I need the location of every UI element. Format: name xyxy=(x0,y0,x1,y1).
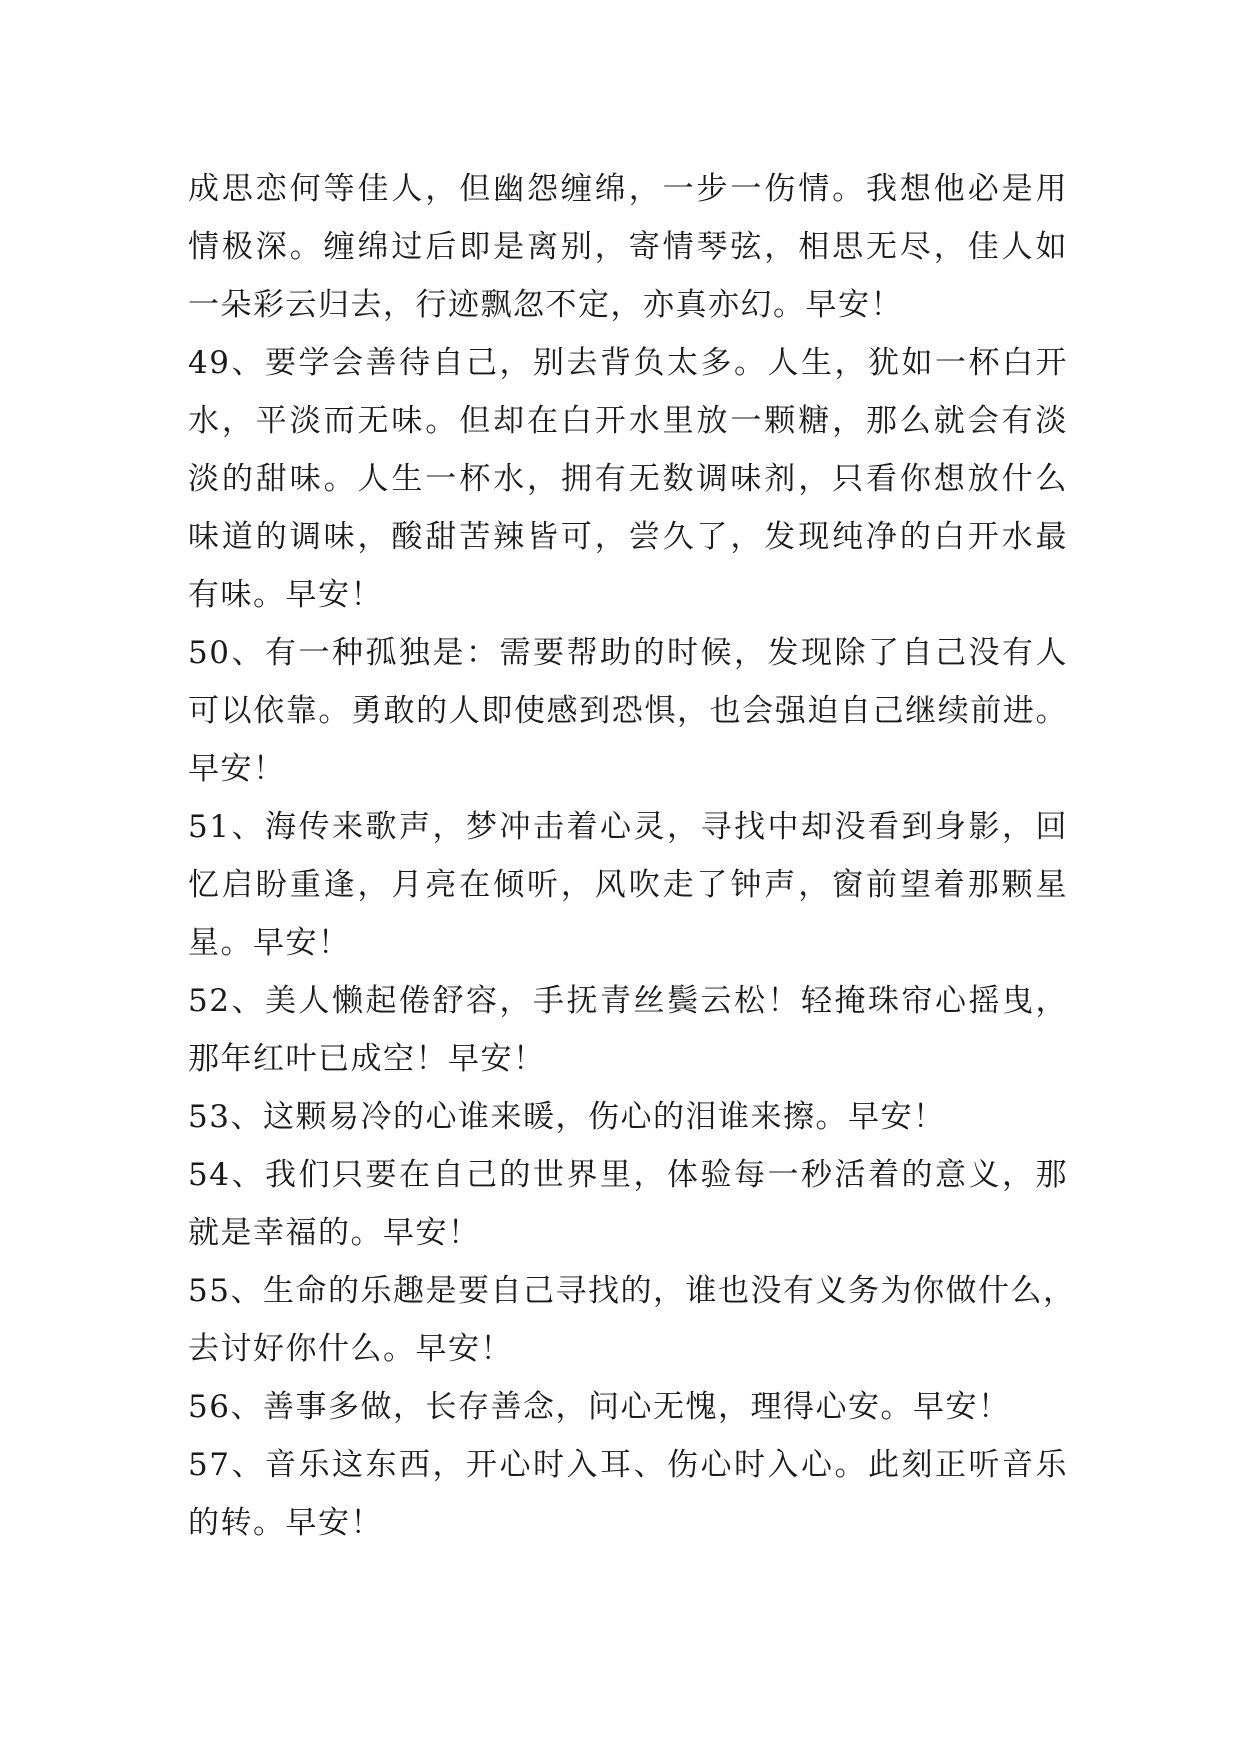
text-line: 可以依靠。勇敢的人即使感到恐惧，也会强迫自己继续前进。 xyxy=(188,693,1068,729)
text-line: 早安！ xyxy=(188,751,286,787)
text-line: 有味。早安！ xyxy=(188,577,383,613)
text-line: 味道的调味，酸甜苦辣皆可，尝久了，发现纯净的白开水最 xyxy=(188,519,1068,555)
text-line: 的转。早安！ xyxy=(188,1505,383,1541)
text-line: 去讨好你什么。早安！ xyxy=(188,1331,513,1367)
text-line: 50、有一种孤独是：需要帮助的时候，发现除了自己没有人 xyxy=(188,635,1068,671)
text-line: 53、这颗易冷的心谁来暖，伤心的泪谁来擦。早安！ xyxy=(188,1099,946,1135)
text-line: 55、生命的乐趣是要自己寻找的，谁也没有义务为你做什么， xyxy=(188,1273,1076,1309)
text-line: 49、要学会善待自己，别去背负太多。人生，犹如一杯白开 xyxy=(188,345,1068,381)
text-line: 成思恋何等佳人，但幽怨缠绵，一步一伤情。我想他必是用 xyxy=(188,171,1068,207)
text-line: 那年红叶已成空！早安！ xyxy=(188,1041,546,1077)
text-line: 忆启盼重逢，月亮在倾听，风吹走了钟声，窗前望着那颗星 xyxy=(188,867,1068,903)
text-line: 54、我们只要在自己的世界里，体验每一秒活着的意义，那 xyxy=(188,1157,1068,1193)
text-line: 情极深。缠绵过后即是离别，寄情琴弦，相思无尽，佳人如 xyxy=(188,229,1068,265)
text-line: 一朵彩云归去，行迹飘忽不定，亦真亦幻。早安！ xyxy=(188,287,903,323)
text-line: 水，平淡而无味。但却在白开水里放一颗糖，那么就会有淡 xyxy=(188,403,1068,439)
text-line: 52、美人懒起倦舒容，手抚青丝鬓云松！轻掩珠帘心摇曳， xyxy=(188,983,1068,1019)
text-line: 就是幸福的。早安！ xyxy=(188,1215,481,1251)
text-line: 星。早安！ xyxy=(188,925,351,961)
text-line: 51、海传来歌声，梦冲击着心灵，寻找中却没看到身影，回 xyxy=(188,809,1068,845)
document-body xyxy=(188,160,1076,1552)
text-line: 57、音乐这东西，开心时入耳、伤心时入心。此刻正听音乐 xyxy=(188,1447,1068,1483)
text-line: 56、善事多做，长存善念，问心无愧，理得心安。早安！ xyxy=(188,1389,1011,1425)
text-line: 淡的甜味。人生一杯水，拥有无数调味剂，只看你想放什么 xyxy=(188,461,1068,497)
